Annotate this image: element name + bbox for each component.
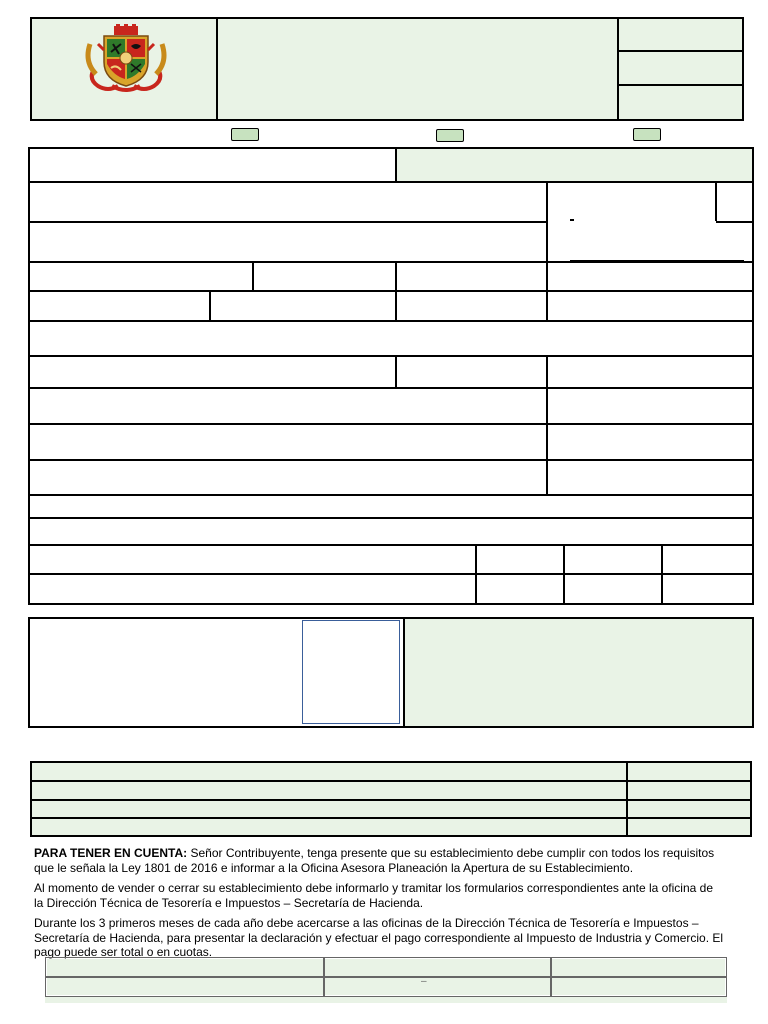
- official-use-area: [405, 619, 752, 726]
- header-code-cell: [619, 19, 742, 50]
- form-title-area: [218, 19, 617, 119]
- main-form-table: [28, 147, 754, 605]
- notes-paragraph-2: Al momento de vender o cerrar su establecimiento debe informarlo y tramitar los formularios correspondientes ante la oficina de la Dirección Técnica de Tesorería e Impuestos – Secretaría de Hacienda.: [34, 881, 713, 910]
- field-date-filing[interactable]: [397, 149, 752, 181]
- notes-section: [34, 846, 724, 966]
- header-date-cell: [619, 86, 742, 119]
- type-checkbox-2[interactable]: [436, 129, 464, 142]
- notes-paragraph-1: [34, 846, 724, 875]
- footer-dash: –: [421, 976, 427, 987]
- notes-heading: PARA TENER EN CUENTA:: [34, 846, 188, 860]
- header-version-cell: [619, 52, 742, 84]
- type-checkbox-3[interactable]: [633, 128, 661, 141]
- fingerprint-box[interactable]: [302, 620, 400, 724]
- footer-bottom-band: [45, 997, 727, 1003]
- notes-text-1: Señor Contribuyente, tenga presente que su establecimiento debe cumplir con todos los requisitos que le señala la Ley 1801 de 2016 e informar a la Oficina Asesora Planeación la Apertura de su Establecimiento.: [34, 846, 715, 875]
- coat-of-arms-icon: [84, 24, 168, 94]
- type-checkbox-1[interactable]: [231, 128, 259, 141]
- notes-paragraph-3: Durante los 3 primeros meses de cada año debe acercarse a las oficinas de la Dirección Técnica de Tesorería e Impuestos – Secretaría de Hacienda, para presentar la declaración y efectuar el pago correspondiente al Impuesto de Industria y Comercio. El pago puede ser total o en cuotas.: [34, 916, 724, 959]
